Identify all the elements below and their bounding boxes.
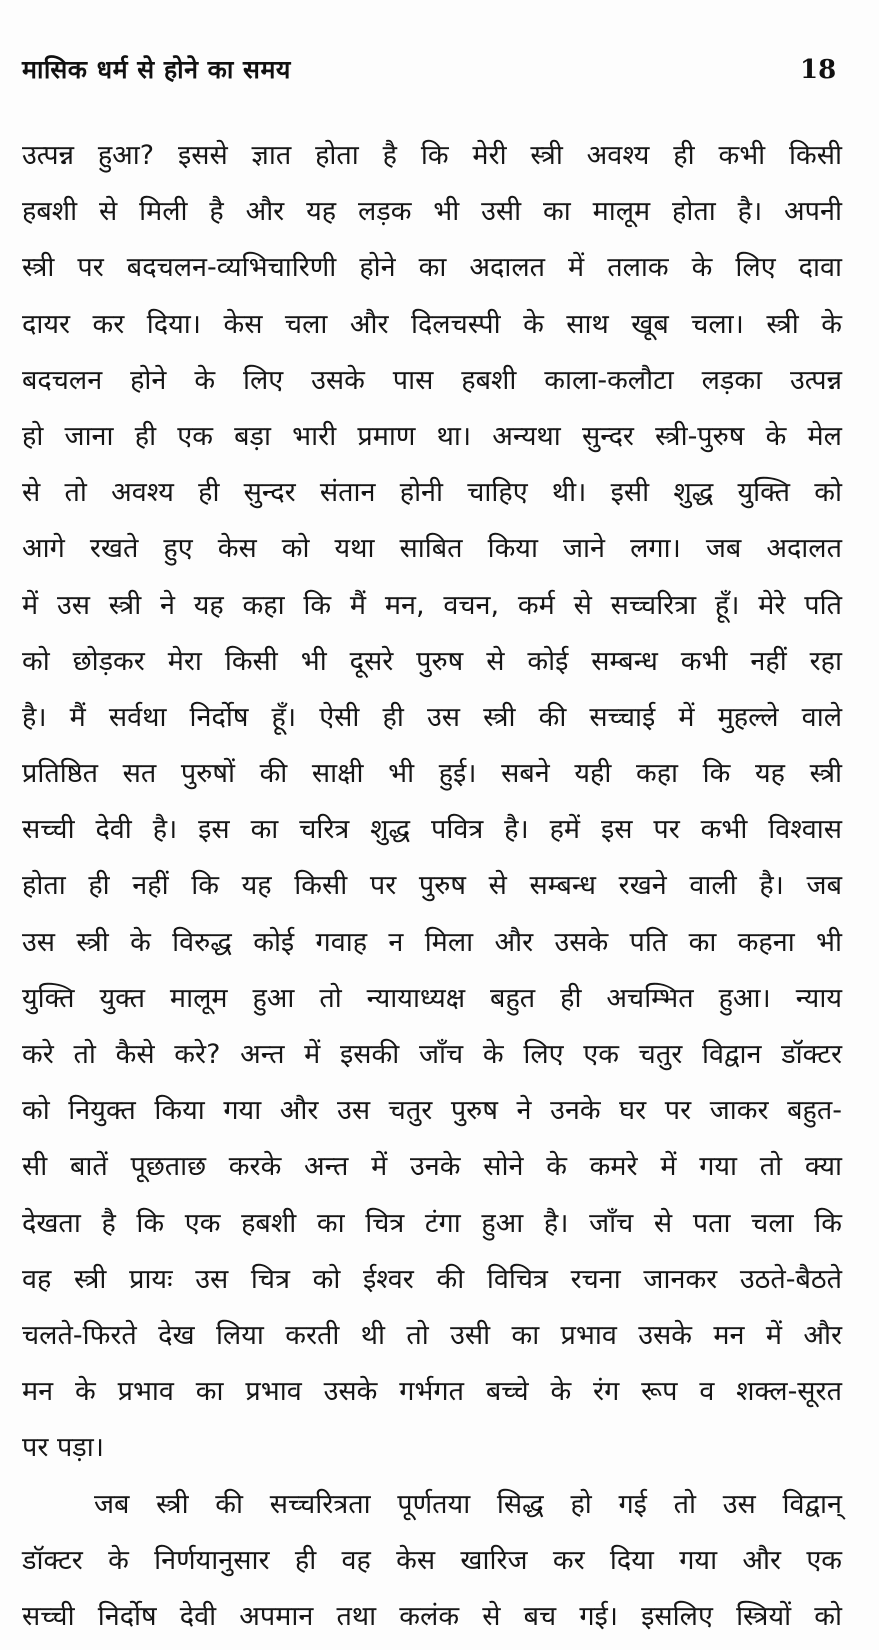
text-line: युक्ति युक्त मालूम हुआ तो न्यायाध्यक्ष बहुत ही अचम्भित हुआ। न्याय bbox=[22, 982, 842, 1014]
text-line: मन के प्रभाव का प्रभाव उसके गर्भगत बच्चे के रंग रूप व शक्ल-सूरत bbox=[22, 1376, 842, 1408]
paragraph-2 bbox=[22, 1477, 842, 1646]
page-number: 18 bbox=[800, 55, 837, 85]
text-line: बदचलन होने के लिए उसके पास हबशी काला-कलौटा लड़का उत्पन्न bbox=[22, 364, 842, 396]
text-line: हो जाना ही एक बड़ा भारी प्रमाण था। अन्यथा सुन्दर स्त्री-पुरुष के मेल bbox=[22, 420, 842, 452]
text-line: सी बातें पूछताछ करके अन्त में उनके सोने के कमरे में गया तो क्या bbox=[22, 1151, 842, 1183]
text-line: आगे रखते हुए केस को यथा साबित किया जाने लगा। जब अदालत bbox=[22, 533, 842, 565]
text-line: दायर कर दिया। केस चला और दिलचस्पी के साथ खूब चला। स्त्री के bbox=[22, 308, 842, 340]
body-text bbox=[22, 128, 842, 1645]
text-line: उत्पन्न हुआ? इससे ज्ञात होता है कि मेरी स्त्री अवश्य ही कभी किसी bbox=[22, 140, 842, 171]
text-line: करे तो कैसे करे? अन्त में इसकी जाँच के लिए एक चतुर विद्वान डॉक्टर bbox=[22, 1039, 842, 1070]
paragraph-1 bbox=[22, 128, 842, 1477]
text-line: होता ही नहीं कि यह किसी पर पुरुष से सम्बन्ध रखने वाली है। जब bbox=[22, 870, 842, 902]
text-line: स्त्री पर बदचलन-व्यभिचारिणी होने का अदालत में तलाक के लिए दावा bbox=[22, 252, 842, 284]
text-line: प्रतिष्ठित सत पुरुषों की साक्षी भी हुई। सबने यही कहा कि यह स्त्री bbox=[22, 758, 842, 790]
text-line: जब स्त्री की सच्चरित्रता पूर्णतया सिद्ध हो गई तो उस विद्वान् bbox=[94, 1488, 842, 1520]
text-line: देखता है कि एक हबशी का चित्र टंगा हुआ है। जाँच से पता चला कि bbox=[22, 1207, 842, 1239]
text-line: पर पड़ा। bbox=[22, 1432, 104, 1464]
text-line: वह स्त्री प्रायः उस चित्र को ईश्वर की विचित्र रचना जानकर उठते-बैठते bbox=[22, 1263, 842, 1295]
text-line: चलते-फिरते देख लिया करती थी तो उसी का प्रभाव उसके मन में और bbox=[22, 1319, 842, 1351]
text-line: को छोड़कर मेरा किसी भी दूसरे पुरुष से कोई सम्बन्ध कभी नहीं रहा bbox=[22, 645, 842, 677]
text-line: से तो अवश्य ही सुन्दर संतान होनी चाहिए थी। इसी शुद्ध युक्ति को bbox=[22, 477, 842, 509]
text-line: सच्ची देवी है। इस का चरित्र शुद्ध पवित्र है। हमें इस पर कभी विश्वास bbox=[22, 814, 842, 846]
text-line: उस स्त्री के विरुद्ध कोई गवाह न मिला और उसके पति का कहना भी bbox=[22, 926, 842, 958]
text-line: है। मैं सर्वथा निर्दोष हूँ। ऐसी ही उस स्त्री की सच्चाई में मुहल्ले वाले bbox=[22, 701, 842, 733]
text-line: को नियुक्त किया गया और उस चतुर पुरुष ने उनके घर पर जाकर बहुत- bbox=[22, 1095, 842, 1127]
text-line: डॉक्टर के निर्णयानुसार ही वह केस खारिज कर दिया गया और एक bbox=[22, 1544, 842, 1576]
text-line: में उस स्त्री ने यह कहा कि मैं मन, वचन, कर्म से सच्चरित्रा हूँ। मेरे पति bbox=[22, 589, 842, 621]
running-title: मासिक धर्म से होने का समय bbox=[22, 55, 291, 84]
text-line: सच्ची निर्दोष देवी अपमान तथा कलंक से बच गई। इसलिए स्त्रियों को bbox=[22, 1600, 842, 1632]
text-line: हबशी से मिली है और यह लड़क भी उसी का मालूम होता है। अपनी bbox=[22, 196, 842, 228]
